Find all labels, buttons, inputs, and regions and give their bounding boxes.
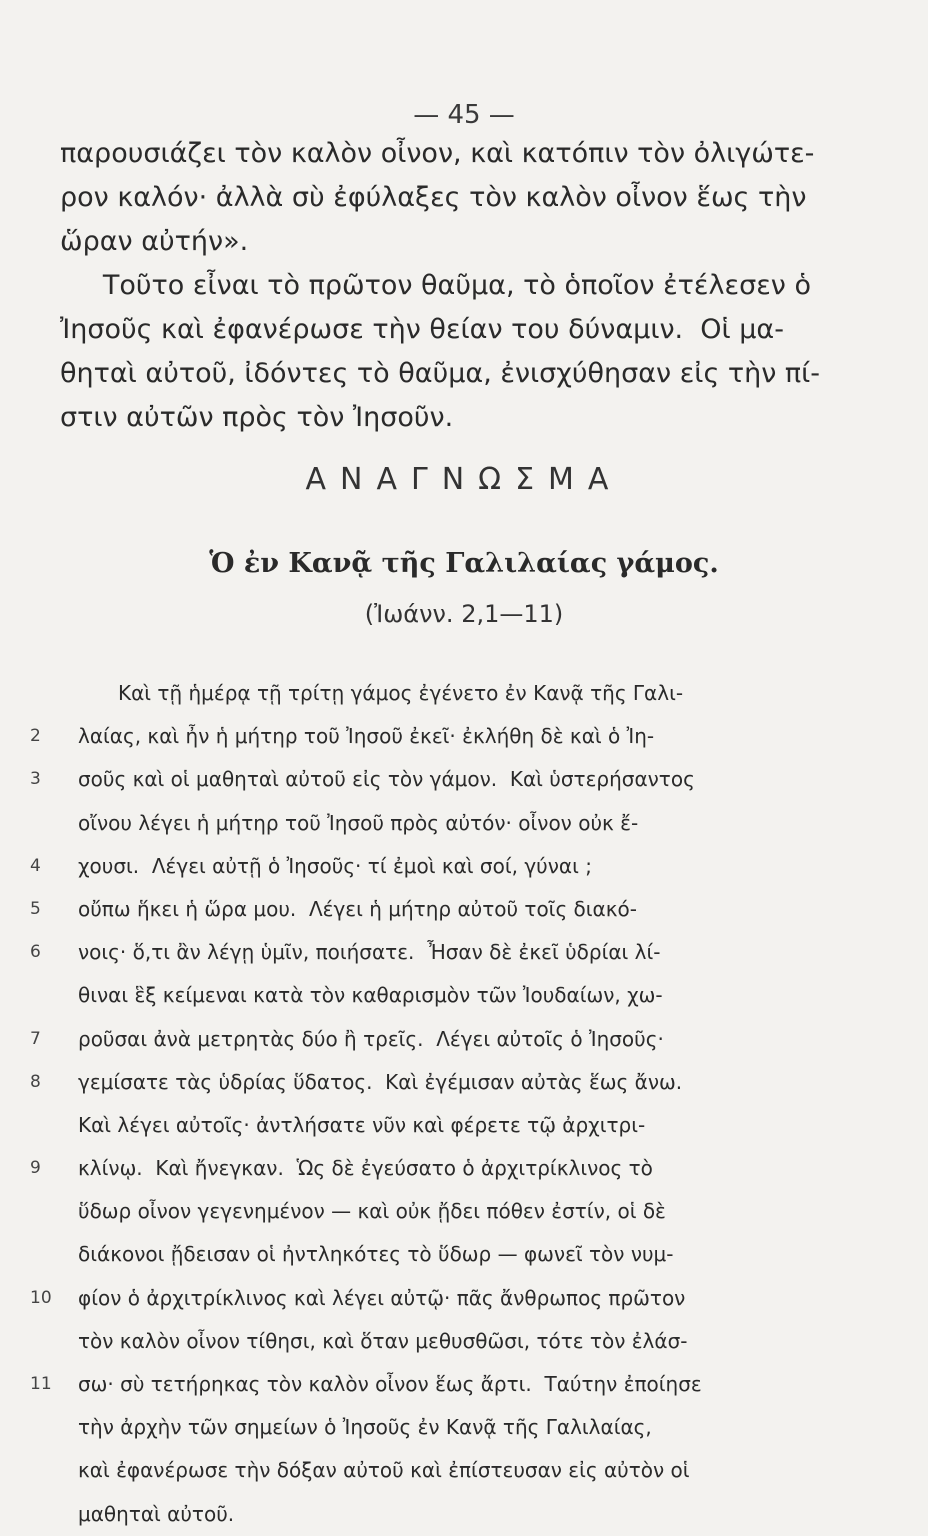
verse-number: 7: [30, 1028, 41, 1049]
page-number: — 45 —: [413, 100, 515, 130]
intro-paragraph: [60, 132, 840, 440]
intro-line: παρουσιάζει τὸν καλὸν οἶνον, καὶ κατόπιν τὸν ὀλιγώτε-: [60, 138, 815, 169]
passage-text: διάκονοι ᾔδεισαν οἱ ἠντληκότες τὸ ὕδωρ — φωνεῖ τὸν νυμ-: [78, 1242, 674, 1267]
passage-text: νοις· ὅ,τι ἂν λέγῃ ὑμῖν, ποιήσατε. Ἦσαν δὲ ἐκεῖ ὑδρίαι λί-: [78, 940, 661, 965]
intro-line: ὥραν αὐτήν».: [60, 226, 249, 257]
passage-line: [30, 1406, 820, 1449]
passage-text: χουσι. Λέγει αὐτῇ ὁ Ἰησοῦς· τί ἐμοὶ καὶ σοί, γύναι ;: [78, 853, 592, 878]
passage-line: [30, 1233, 820, 1276]
passage-line: [30, 845, 820, 888]
passage-line: [30, 1147, 820, 1190]
intro-line: ρον καλόν· ἀλλὰ σὺ ἐφύλαξες τὸν καλὸν οἶνον ἕως τὴν: [60, 182, 807, 213]
passage-text: Καὶ τῇ ἡμέρᾳ τῇ τρίτῃ γάμος ἐγένετο ἐν Κανᾷ τῆς Γαλι-: [118, 681, 684, 705]
passage-text: οἴνου λέγει ἡ μήτηρ τοῦ Ἰησοῦ πρὸς αὐτόν· οἶνον οὐκ ἔ-: [78, 810, 639, 835]
passage-line: [30, 672, 820, 715]
intro-line: Ἰησοῦς καὶ ἐφανέρωσε τὴν θείαν του δύναμιν. Οἱ μα-: [60, 314, 784, 345]
passage-text: θιναι ἓξ κείμεναι κατὰ τὸν καθαρισμὸν τῶν Ἰουδαίων, χω-: [78, 983, 663, 1008]
section-subtitle: Ὁ ἐν Κανᾷ τῆς Γαλιλαίας γάμος.: [209, 548, 719, 579]
verse-number: 9: [30, 1158, 41, 1179]
passage-line: [30, 974, 820, 1017]
verse-number: 3: [30, 769, 41, 790]
passage-text: καὶ ἐφανέρωσε τὴν δόξαν αὐτοῦ καὶ ἐπίστευσαν εἰς αὐτὸν οἱ: [78, 1458, 690, 1483]
passage-line: [30, 758, 820, 801]
passage-line: [30, 715, 820, 758]
passage-line: [30, 1363, 820, 1406]
passage-text: τὴν ἀρχὴν τῶν σημείων ὁ Ἰησοῦς ἐν Κανᾷ τῆς Γαλιλαίας,: [78, 1415, 652, 1440]
verse-number: 5: [30, 898, 41, 919]
verse-number: 2: [30, 726, 41, 747]
intro-line: θηταὶ αὐτοῦ, ἰδόντες τὸ θαῦμα, ἐνισχύθησαν εἰς τὴν πί-: [60, 358, 821, 389]
passage-text: οὔπω ἥκει ἡ ὥρα μου. Λέγει ἡ μήτηρ αὐτοῦ τοῖς διακό-: [78, 896, 637, 921]
passage-text: σω· σὺ τετήρηκας τὸν καλὸν οἶνον ἕως ἄρτι. Ταύτην ἐποίησε: [78, 1372, 702, 1396]
scripture-passage: [30, 672, 820, 1536]
passage-text: ροῦσαι ἀνὰ μετρητὰς δύο ἢ τρεῖς. Λέγει αὐτοῖς ὁ Ἰησοῦς·: [78, 1026, 664, 1051]
intro-line: Τοῦτο εἶναι τὸ πρῶτον θαῦμα, τὸ ὁποῖον ἐτέλεσεν ὁ: [60, 270, 811, 301]
passage-line: [30, 931, 820, 974]
passage-line: [30, 1104, 820, 1147]
passage-line: [30, 1493, 820, 1536]
passage-line: [30, 1018, 820, 1061]
verse-number: 8: [30, 1071, 41, 1092]
intro-line: στιν αὐτῶν πρὸς τὸν Ἰησοῦν.: [60, 402, 454, 433]
passage-text: κλίνῳ. Καὶ ἤνεγκαν. Ὡς δὲ ἐγεύσατο ὁ ἀρχιτρίκλινος τὸ: [78, 1156, 653, 1181]
passage-line: [30, 1061, 820, 1104]
passage-text: ὕδωρ οἶνον γεγενημένον — καὶ οὐκ ᾔδει πόθεν ἐστίν, οἱ δὲ: [78, 1199, 666, 1224]
verse-number: 6: [30, 942, 41, 963]
passage-line: [30, 1320, 820, 1363]
passage-text: τὸν καλὸν οἶνον τίθησι, καὶ ὅταν μεθυσθῶσι, τότε τὸν ἐλάσ-: [78, 1328, 688, 1353]
scripture-reference: (Ἰωάνν. 2,1—11): [364, 600, 564, 628]
passage-text: γεμίσατε τὰς ὑδρίας ὕδατος. Καὶ ἐγέμισαν αὐτὰς ἕως ἄνω.: [78, 1069, 683, 1094]
verse-number: 11: [30, 1374, 52, 1394]
passage-line: [30, 802, 820, 845]
passage-text: σοῦς καὶ οἱ μαθηταὶ αὐτοῦ εἰς τὸν γάμον. Καὶ ὑστερήσαντος: [78, 767, 695, 792]
passage-line: [30, 1277, 820, 1320]
section-heading: ΑΝΑΓΝΩΣΜΑ: [305, 462, 623, 497]
passage-line: [30, 1449, 820, 1492]
passage-line: [30, 888, 820, 931]
passage-line: [30, 1190, 820, 1233]
passage-text: φίον ὁ ἀρχιτρίκλινος καὶ λέγει αὐτῷ· πᾶς ἄνθρωπος πρῶτον: [78, 1285, 686, 1310]
verse-number: 10: [30, 1287, 52, 1308]
passage-text: λαίας, καὶ ἦν ἡ μήτηρ τοῦ Ἰησοῦ ἐκεῖ· ἐκλήθη δὲ καὶ ὁ Ἰη-: [78, 724, 655, 749]
verse-number: 4: [30, 855, 41, 876]
passage-text: μαθηταὶ αὐτοῦ.: [78, 1501, 235, 1526]
passage-text: Καὶ λέγει αὐτοῖς· ἀντλήσατε νῦν καὶ φέρετε τῷ ἀρχιτρι-: [78, 1112, 646, 1137]
